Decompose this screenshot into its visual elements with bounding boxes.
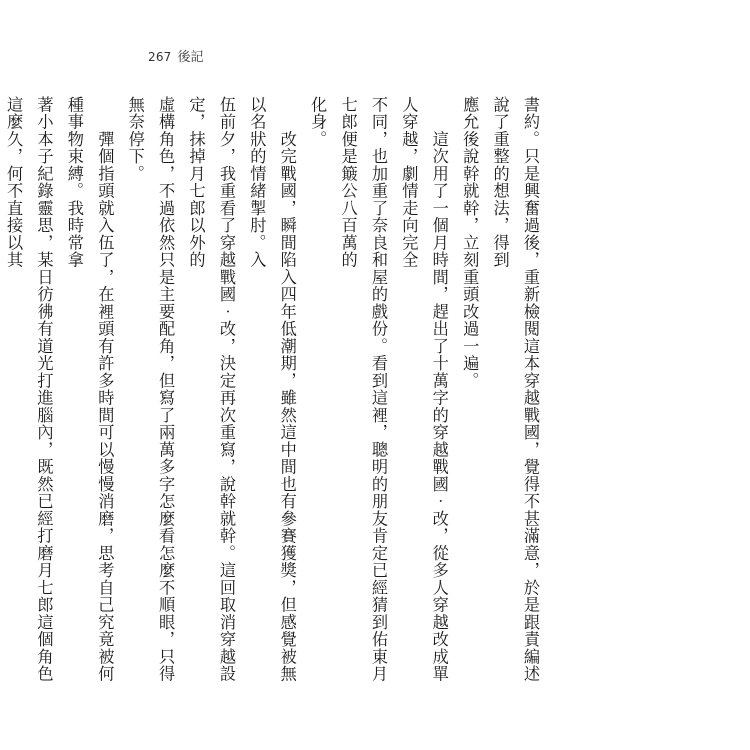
- text-line: 虛構角色，不過依然只是主要配角，但寫了兩萬多字怎麼看怎麼不順眼，只得無奈停下。: [125, 96, 176, 683]
- text-line: 書約。只是興奮過後，重新檢閱這本穿越戰國，覺得不甚滿意，於是跟責編述說了重整的想法，得到: [490, 96, 540, 683]
- text-line: 化身。: [308, 96, 328, 148]
- chapter-title: 後記: [177, 50, 204, 65]
- text-line: 彈個指頭就入伍了，在裡頭有許多時間可以慢慢消磨，思考自己究竟被何種事物束縛。我時常拿: [64, 96, 115, 683]
- text-line: 伍前夕，我重看了穿越戰國‧改，決定再次重寫，說幹就幹。這回取消穿越設定，抹掉月七郎以外的: [186, 96, 236, 683]
- vertical-text-body: [0, 96, 545, 696]
- text-line: 改完戰國，瞬間陷入四年低潮期，雖然這中間也有參賽獲獎，但感覺被無以名狀的情緒掣肘。入: [247, 96, 297, 683]
- text-line: 應允後說幹就幹，立刻重頭改過一遍。: [460, 96, 480, 390]
- running-header: [148, 46, 204, 65]
- text-line: 不同，也加重了奈良和屋的戲份。看到這裡，聰明的朋友肯定已經猜到佑東月七郎便是簸公八百萬的: [338, 96, 388, 683]
- page-number: 267: [148, 50, 172, 64]
- text-line: 著小本子紀錄靈思，某日彷彿有道光打進腦內，既然已經打磨月七郎這個角色這麼久，何不直接以其: [4, 96, 54, 683]
- text-line: 這次用了一個月時間，趕出了十萬字的穿越戰國‧改，從多人穿越改成單人穿越，劇情走向完全: [399, 96, 449, 683]
